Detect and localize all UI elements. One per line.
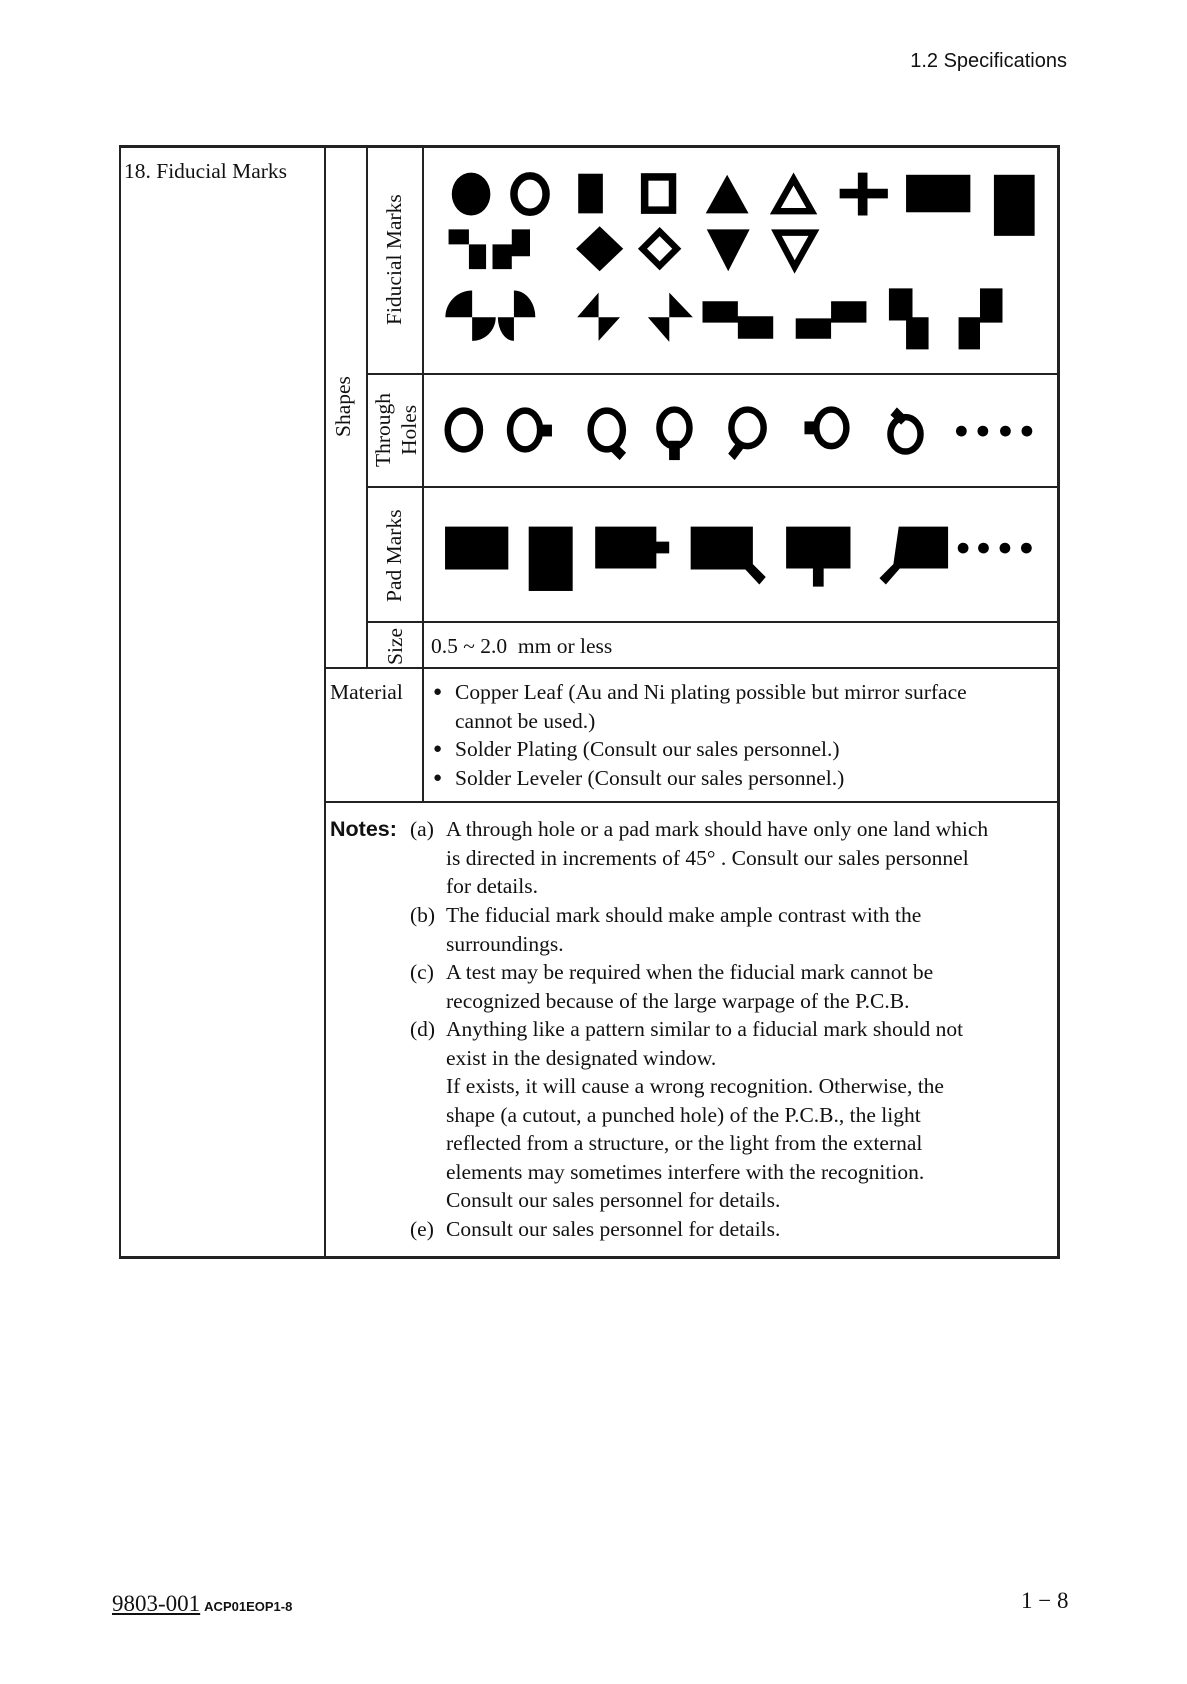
filled-square-icon bbox=[578, 174, 603, 214]
material-text: Solder Plating (Consult our sales personnel.) bbox=[455, 737, 840, 761]
pad-land-diag-icon bbox=[691, 527, 766, 585]
material-list bbox=[433, 678, 1053, 792]
bowtie-triangle-icon bbox=[648, 293, 693, 342]
step-rect-icon bbox=[959, 288, 1003, 349]
note-line: shape (a cutout, a punched hole) of the P.C.B., the light bbox=[446, 1102, 921, 1127]
note-line: surroundings. bbox=[446, 931, 564, 956]
hole-land-upleft-icon bbox=[890, 407, 920, 451]
note-line: A test may be required when the fiducial mark cannot be bbox=[446, 960, 934, 984]
holes-label: Holes bbox=[397, 404, 421, 456]
filled-rect-icon bbox=[906, 175, 970, 212]
filled-diamond-icon bbox=[576, 226, 623, 271]
pad-rect-icon bbox=[445, 527, 508, 570]
filled-triangle-icon bbox=[706, 175, 749, 214]
step-rect-icon bbox=[889, 288, 929, 349]
note-line: elements may sometimes interfere with the recognition. bbox=[446, 1159, 925, 1184]
bullet-icon: ● bbox=[433, 741, 443, 757]
hole-land-down-icon bbox=[659, 410, 689, 461]
notes-list bbox=[410, 815, 1055, 1244]
quarter-circle-icon bbox=[498, 291, 535, 341]
material-text: Solder Leveler (Consult our sales personnel.) bbox=[455, 765, 845, 790]
item-title: 18. Fiducial Marks bbox=[124, 159, 288, 183]
note-line: Consult our sales personnel for details. bbox=[446, 1217, 781, 1241]
note-tag: (c) bbox=[410, 960, 434, 984]
note-tag: (e) bbox=[410, 1217, 434, 1241]
note-line: A through hole or a pad mark should have only one land which bbox=[446, 817, 989, 841]
note-line: reflected from a structure, or the light from the external bbox=[446, 1131, 923, 1155]
doc-code: ACP01EOP1-8 bbox=[204, 1599, 293, 1614]
fiducial-marks-label: Fiducial Marks bbox=[382, 194, 406, 326]
size-label: Size bbox=[383, 627, 407, 665]
note-e bbox=[410, 1215, 1055, 1244]
plus-icon bbox=[840, 173, 888, 216]
bowtie-triangle-icon bbox=[577, 293, 620, 341]
note-a bbox=[410, 815, 1055, 901]
note-line: Anything like a pattern similar to a fiducial mark should not bbox=[446, 1017, 964, 1041]
bullet-icon: ● bbox=[433, 684, 443, 700]
material-item bbox=[433, 764, 1053, 793]
hole-land-diag-icon bbox=[591, 411, 626, 460]
hole-ring-icon bbox=[448, 411, 480, 450]
pad-marks-label: Pad Marks bbox=[382, 509, 406, 602]
step-rect-icon bbox=[796, 301, 867, 339]
shapes-label: Shapes bbox=[331, 376, 355, 438]
note-line: The fiducial mark should make ample contrast with the bbox=[446, 903, 922, 927]
ellipsis-dots-icon bbox=[958, 543, 1032, 554]
material-text: Copper Leaf (Au and Ni plating possible but mirror surface bbox=[455, 680, 967, 704]
step-shape-icon bbox=[493, 229, 531, 269]
hole-land-right-icon bbox=[510, 411, 552, 450]
section-header: 1.2 Specifications bbox=[910, 50, 1067, 72]
outline-diamond-icon bbox=[643, 232, 677, 266]
through-holes-figure bbox=[423, 375, 1057, 485]
note-tag: (b) bbox=[410, 903, 436, 927]
ring-icon bbox=[514, 176, 546, 212]
hole-land-left-icon bbox=[804, 410, 846, 447]
outline-down-triangle-icon bbox=[776, 233, 814, 267]
note-line: recognized because of the large warpage of the P.C.B. bbox=[446, 988, 910, 1013]
quarter-circle-icon bbox=[445, 291, 495, 341]
material-item bbox=[433, 735, 1053, 764]
note-tag: (d) bbox=[410, 1017, 436, 1041]
pad-land-right-icon bbox=[595, 527, 669, 569]
note-line: If exists, it will cause a wrong recognition. Otherwise, the bbox=[446, 1074, 944, 1098]
pad-land-diag-left-icon bbox=[879, 527, 948, 585]
bullet-icon: ● bbox=[433, 769, 443, 786]
ellipsis-dots-icon bbox=[956, 426, 1032, 437]
down-triangle-icon bbox=[707, 229, 750, 271]
note-tag: (a) bbox=[410, 817, 434, 841]
hole-land-diag-left-icon bbox=[728, 410, 763, 461]
through-holes-label bbox=[370, 390, 422, 470]
tall-rect-icon bbox=[994, 175, 1035, 236]
note-line: is directed in increments of 45° . Consult our sales personnel bbox=[446, 845, 969, 870]
pad-land-down-icon bbox=[786, 527, 850, 587]
step-rect-icon bbox=[703, 301, 774, 339]
pad-marks-figure bbox=[423, 488, 1057, 621]
material-label: Material bbox=[330, 680, 403, 704]
note-line: exist in the designated window. bbox=[446, 1045, 717, 1070]
material-text: cannot be used.) bbox=[455, 708, 596, 733]
footer-doc-id bbox=[112, 1591, 292, 1617]
through-label: Through bbox=[371, 392, 395, 468]
filled-circle-icon bbox=[452, 173, 491, 216]
note-d bbox=[410, 1015, 1055, 1215]
fiducial-shapes-figure bbox=[423, 148, 1057, 373]
page-number: 1 − 8 bbox=[1021, 1588, 1069, 1613]
size-value: 0.5 ~ 2.0 mm or less bbox=[431, 634, 613, 658]
notes-label: Notes: bbox=[330, 817, 397, 841]
doc-number: 9803-001 bbox=[112, 1591, 201, 1616]
material-item bbox=[433, 678, 1053, 735]
note-b bbox=[410, 901, 1055, 958]
outline-triangle-icon bbox=[775, 179, 811, 211]
step-shape-icon bbox=[449, 229, 487, 269]
note-line: for details. bbox=[446, 874, 538, 898]
pad-tall-rect-icon bbox=[529, 527, 573, 591]
note-line: Consult our sales personnel for details. bbox=[446, 1188, 781, 1212]
note-c bbox=[410, 958, 1055, 1015]
outline-square-icon bbox=[645, 177, 673, 210]
